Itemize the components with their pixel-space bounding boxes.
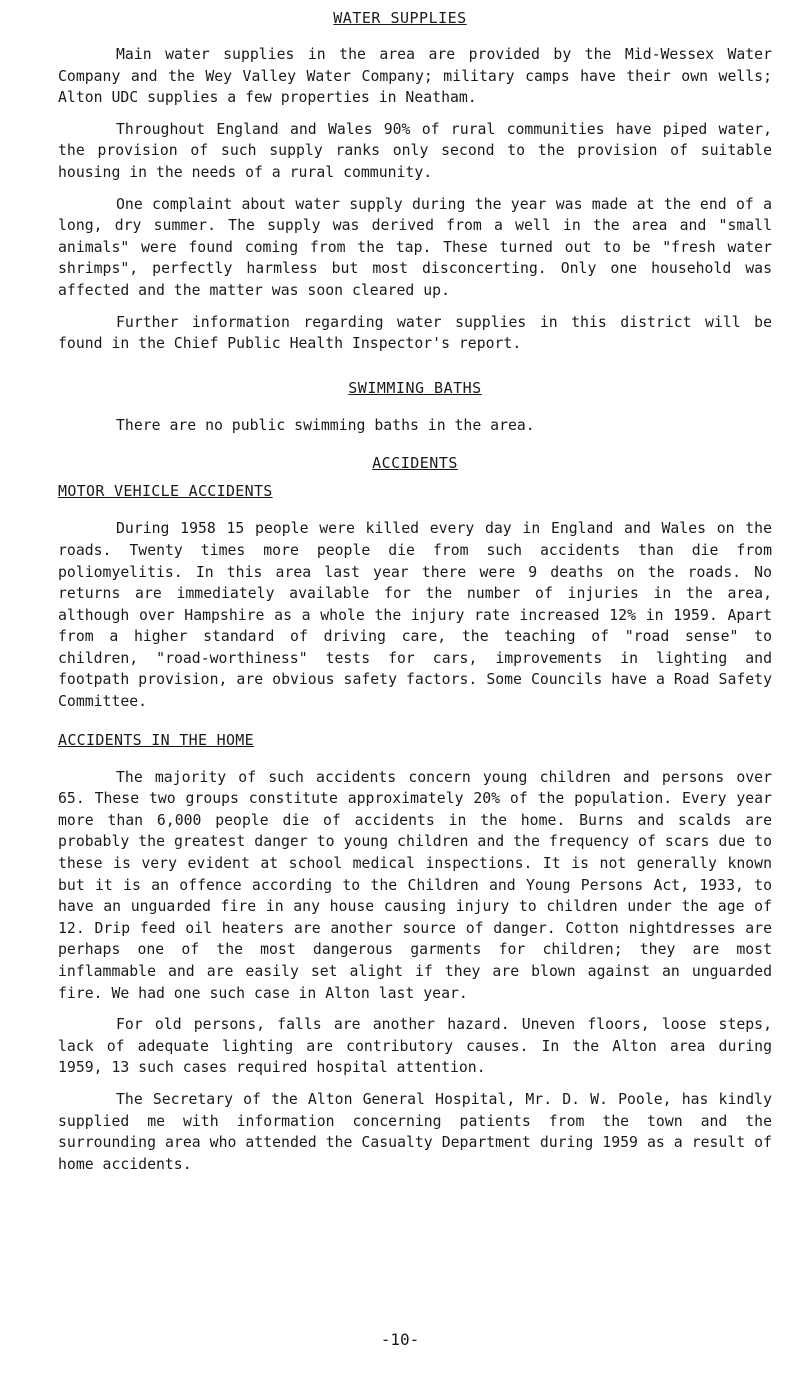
motor-heading-text: MOTOR VEHICLE ACCIDENTS bbox=[58, 482, 273, 501]
water-paragraph-1: Main water supplies in the area are provided by the Mid-Wessex Water Company and the Wey Valley Water Company; military camps have their own wells; Alton UDC supplies a few properties in Neatham. bbox=[58, 46, 772, 107]
accidents-heading-text: ACCIDENTS bbox=[372, 454, 458, 473]
accidents-heading bbox=[58, 454, 772, 472]
swimming-heading bbox=[58, 379, 772, 397]
home-heading bbox=[58, 731, 772, 749]
content-flow bbox=[58, 44, 772, 1175]
home-heading-text: ACCIDENTS IN THE HOME bbox=[58, 730, 254, 749]
water-paragraph-4: Further information regarding water supplies in this district will be found in the Chief Public Health Inspector's report. bbox=[58, 313, 772, 353]
water-paragraph-2: Throughout England and Wales 90% of rural communities have piped water, the provision of such supply ranks only second to the provision of suitable housing in the needs of a rural community. bbox=[58, 120, 772, 181]
home-paragraph-2: For old persons, falls are another hazard. Uneven floors, loose steps, lack of adequate lighting are contributory causes. In the Alton area during 1959, 13 such cases required hospital attention. bbox=[58, 1016, 772, 1077]
page-title-text: WATER SUPPLIES bbox=[333, 9, 467, 27]
home-paragraph-1: The majority of such accidents concern young children and persons over 65. These two groups constitute approximately 20% of the population. Every year more than 6,000 people die of accidents in the home. Burns and scalds are probably the greatest danger to young children and the frequency of scars due to these is very evident at school medical inspections. It is not generally known but it is an offence according to the Children and Young Persons Act, 1933, to have an unguarded fire in any house causing injury to children under the age of 12. Drip feed oil heaters are another source of danger. Cotton nightdresses are perhaps one of the most dangerous garments for children; they are most inflammable and are easily set alight if they are blown against an unguarded fire. We had one such case in Alton last year. bbox=[58, 768, 772, 1002]
water-paragraph-3: One complaint about water supply during the year was made at the end of a long, dry summer. The supply was derived from a well in the area and "small animals" were found coming from the tap. These turned out to be "fresh water shrimps", perfectly harmless but most disconcerting. Only one household was affected and the matter was soon cleared up. bbox=[58, 195, 772, 299]
page-title bbox=[0, 8, 800, 27]
swimming-heading-text: SWIMMING BATHS bbox=[348, 378, 482, 397]
page-number: -10- bbox=[380, 1330, 420, 1349]
home-paragraph-3: The Secretary of the Alton General Hospital, Mr. D. W. Poole, has kindly supplied me with information concerning patients from the town and the surrounding area who attended the Casualty Department during 1959 as a result of home accidents. bbox=[58, 1090, 772, 1173]
swimming-paragraph: There are no public swimming baths in the area. bbox=[116, 416, 535, 434]
motor-paragraph: During 1958 15 people were killed every day in England and Wales on the roads. Twenty times more people die from such accidents than die from poliomyelitis. In this area last year there were 9 deaths on the roads. No returns are immediately available for the number of injuries in the area, although over Hampshire as a whole the injury rate increased 12% in 1959. Apart from a higher standard of driving care, the teaching of "road sense" to children, "road-worthiness" tests for cars, improvements in lighting and footpath provision, are obvious safety factors. Some Councils have a Road Safety Committee. bbox=[58, 520, 772, 711]
motor-heading bbox=[58, 482, 772, 500]
